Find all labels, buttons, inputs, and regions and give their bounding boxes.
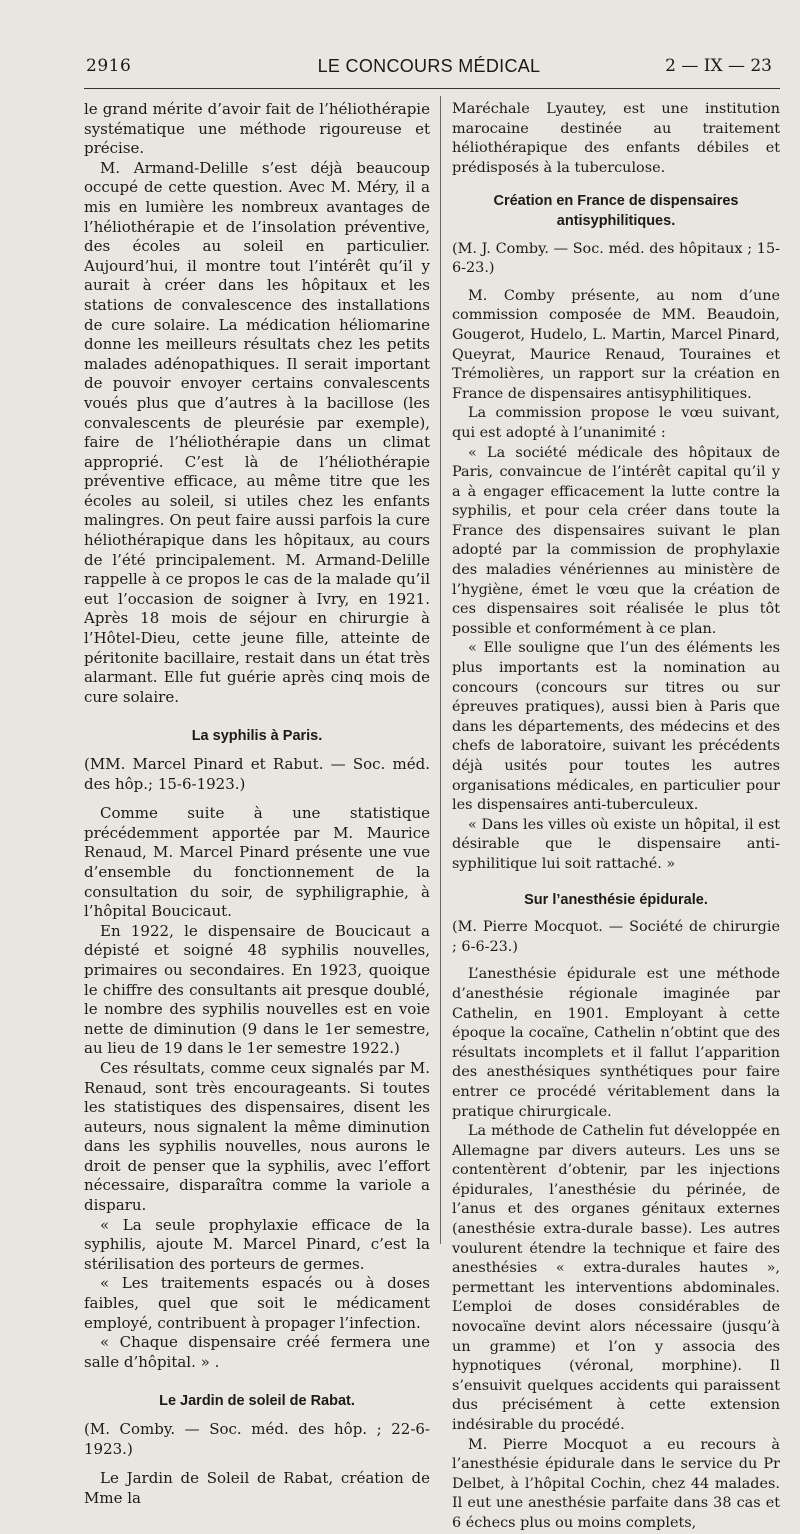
paragraph: « La seule prophylaxie efficace de la syphilis, ajoute M. Marcel Pinard, c’est la stérilisation des porteurs de germes.: [84, 1215, 430, 1273]
issue-date: 2 — IX — 23: [665, 56, 772, 76]
paragraph: « Elle souligne que l’un des éléments les plus importants est la nomination au concours (concours sur titres ou sur épreuves pratiques), aussi bien à Paris que dans les départements, des médecins et des chefs de laboratoire, suivant les précédents déjà usités pour toutes les autres organisations médicales, en particulier pour les dispensaires anti-tuberculeux.: [452, 640, 780, 814]
paragraph: Comme suite à une statistique précédemment apportée par M. Maurice Renaud, M. Marcel Pinard présente une vue d’ensemble du fonctionnement de la consultation du soir, de syphiligraphie, à l’hôpital Boucicaut.: [84, 804, 430, 921]
section-title: Sur l’anesthésie épidurale.: [524, 891, 708, 908]
section-reference: (M. Comby. — Soc. méd. des hôp. ; 22-6-1923.): [84, 1420, 430, 1458]
right-column: [452, 100, 780, 1534]
paragraph: M. Comby présente, au nom d’une commission composée de MM. Beaudoin, Gougerot, Hudelo, L. Martin, Marcel Pinard, Queyrat, Maurice Renaud, Touraines et Trémolières, un rapport sur la création en France de dispensaires antisyphilitiques.: [452, 287, 780, 402]
journal-title: LE CONCOURS MÉDICAL: [317, 56, 541, 76]
section-reference: (M. Pierre Mocquot. — Société de chirurgie ; 6-6-23.): [452, 919, 780, 955]
left-column: [84, 100, 430, 1508]
paragraph: Maréchale Lyautey, est une institution marocaine destinée au traitement héliothérapique des enfants débiles et prédisposés à la tuberculose.: [452, 101, 780, 176]
paragraph: « Dans les villes où existe un hôpital, il est désirable que le dispensaire anti-syphilitique lui soit rattaché. »: [452, 816, 780, 872]
paragraph: « Les traitements espacés ou à doses faibles, quel que soit le médicament employé, contribuent à propager l’infection.: [84, 1274, 430, 1332]
paragraph: « Chaque dispensaire créé fermera une salle d’hôpital. » .: [84, 1333, 430, 1371]
paragraph: Ces résultats, comme ceux signalés par M. Renaud, sont très encourageants. Si toutes les statistiques des dispensaires, disent les auteurs, nous signalent la même diminution dans les syphilis nouvelles, nous aurons le droit de penser que la syphilis, avec l’effort nécessaire, disparaîtra comme la variole a disparu.: [84, 1058, 430, 1215]
paragraph: le grand mérite d’avoir fait de l’héliothérapie systématique une méthode rigoureuse et précise.: [84, 100, 430, 158]
page-number: 2916: [86, 56, 132, 76]
paragraph: La méthode de Cathelin fut développée en Allemagne par divers auteurs. Les uns se contentèrent d’obtenir, par les injections épidurales, l’anesthésie du périnée, de l’anus et des organes génitaux externes (anesthésie extra-durale basse). Les autres voulurent étendre la technique et faire des anesthésies « extra-durales hautes », permettant les interventions abdominales. L’emploi de doses considérables de novocaïne devint alors nécessaire (jusqu’à un gramme) et l’on y associa des hypnotiques (véronal, morphine). Il s’ensuivit quelques accidents qui paraissent dus précisément à cette extension indésirable du procédé.: [452, 1123, 780, 1433]
paragraph: M. Pierre Mocquot a eu recours à l’anesthésie épidurale dans le service du Pr Delbet, à l’hôpital Cochin, chez 44 malades. Il eut une anesthésie parfaite dans 38 cas et 6 échecs plus ou moins complets,: [452, 1436, 780, 1531]
header-rule: [84, 88, 780, 89]
section-title: Le Jardin de soleil de Rabat.: [159, 1393, 355, 1410]
section-title: La syphilis à Paris.: [191, 728, 323, 745]
paragraph: En 1922, le dispensaire de Boucicaut a dépisté et soigné 48 syphilis nouvelles, primaires ou secondaires. En 1923, quoique le chiffre des consultants ait presque doublé, le nombre des syphilis nouvelles est en voie nette de diminution (9 dans le 1er semestre, au lieu de 19 dans le 1er semestre 1922.): [84, 921, 430, 1058]
column-divider: [440, 96, 441, 1244]
paragraph: M. Armand-Delille s’est déjà beaucoup occupé de cette question. Avec M. Méry, il a mis en lumière les nombreux avantages de l’héliothérapie et de l’insolation préventive, des écoles au soleil en particulier. Aujourd’hui, il montre tout l’intérêt qu’il y aurait à créer dans les hôpitaux et les stations de convalescence des installations de cure solaire. La médication héliomarine donne les meilleurs résultats chez les petits malades adénopathiques. Il serait important de pouvoir envoyer certains convalescents voués plus que d’autres à la bacillose (les convalescents de pleurésie par exemple), faire de l’héliothérapie dans un climat approprié. C’est là de l’héliothérapie préventive efficace, au même titre que les écoles au soleil, si utiles chez les enfants malingres. On peut faire aussi parfois la cure héliothérapique dans les hôpitaux, au cours de l’été principalement. M. Armand-Delille rappelle à ce propos le cas de la malade qu’il eut l’occasion de soigner à Ivry, en 1921. Après 18 mois de séjour en chirurgie à l’Hôtel-Dieu, cette jeune fille, atteinte de péritonite bacillaire, restait dans un état très alarmant. Elle fut guérie après cinq mois de cure solaire.: [84, 158, 430, 706]
section-reference: (M. J. Comby. — Soc. méd. des hôpitaux ; 15-6-23.): [452, 240, 780, 277]
paragraph: La commission propose le vœu suivant, qui est adopté à l’unanimité :: [452, 405, 780, 441]
paragraph: « La société médicale des hôpitaux de Paris, convaincue de l’intérêt capital qu’il y a à engager efficacement la lutte contre la syphilis, et pour cela créer dans toute la France des dispensaires suivant le plan adopté par la commission de prophylaxie des maladies vénériennes au ministère de l’hygiène, émet le vœu que la création de ces dispensaires soit réalisée le plus tôt possible et conformément à ce plan.: [452, 444, 780, 637]
page-header: [86, 56, 772, 82]
section-reference: (MM. Marcel Pinard et Rabut. — Soc. méd. des hôp.; 15-6-1923.): [84, 755, 430, 793]
section-title: Création en France de dispensaires antisyphilitiques.: [493, 193, 739, 229]
paragraph: L’anesthésie épidurale est une méthode d’anesthésie régionale imaginée par Cathelin, en 1901. Employant à cette époque la cocaïne, Cathelin n’obtint que des résultats incomplets et il fallut l’apparition des anesthésiques synthétiques pour faire entrer ce procédé véritablement dans la pratique chirurgicale.: [452, 966, 780, 1120]
paragraph: Le Jardin de Soleil de Rabat, création de Mme la: [84, 1469, 430, 1507]
